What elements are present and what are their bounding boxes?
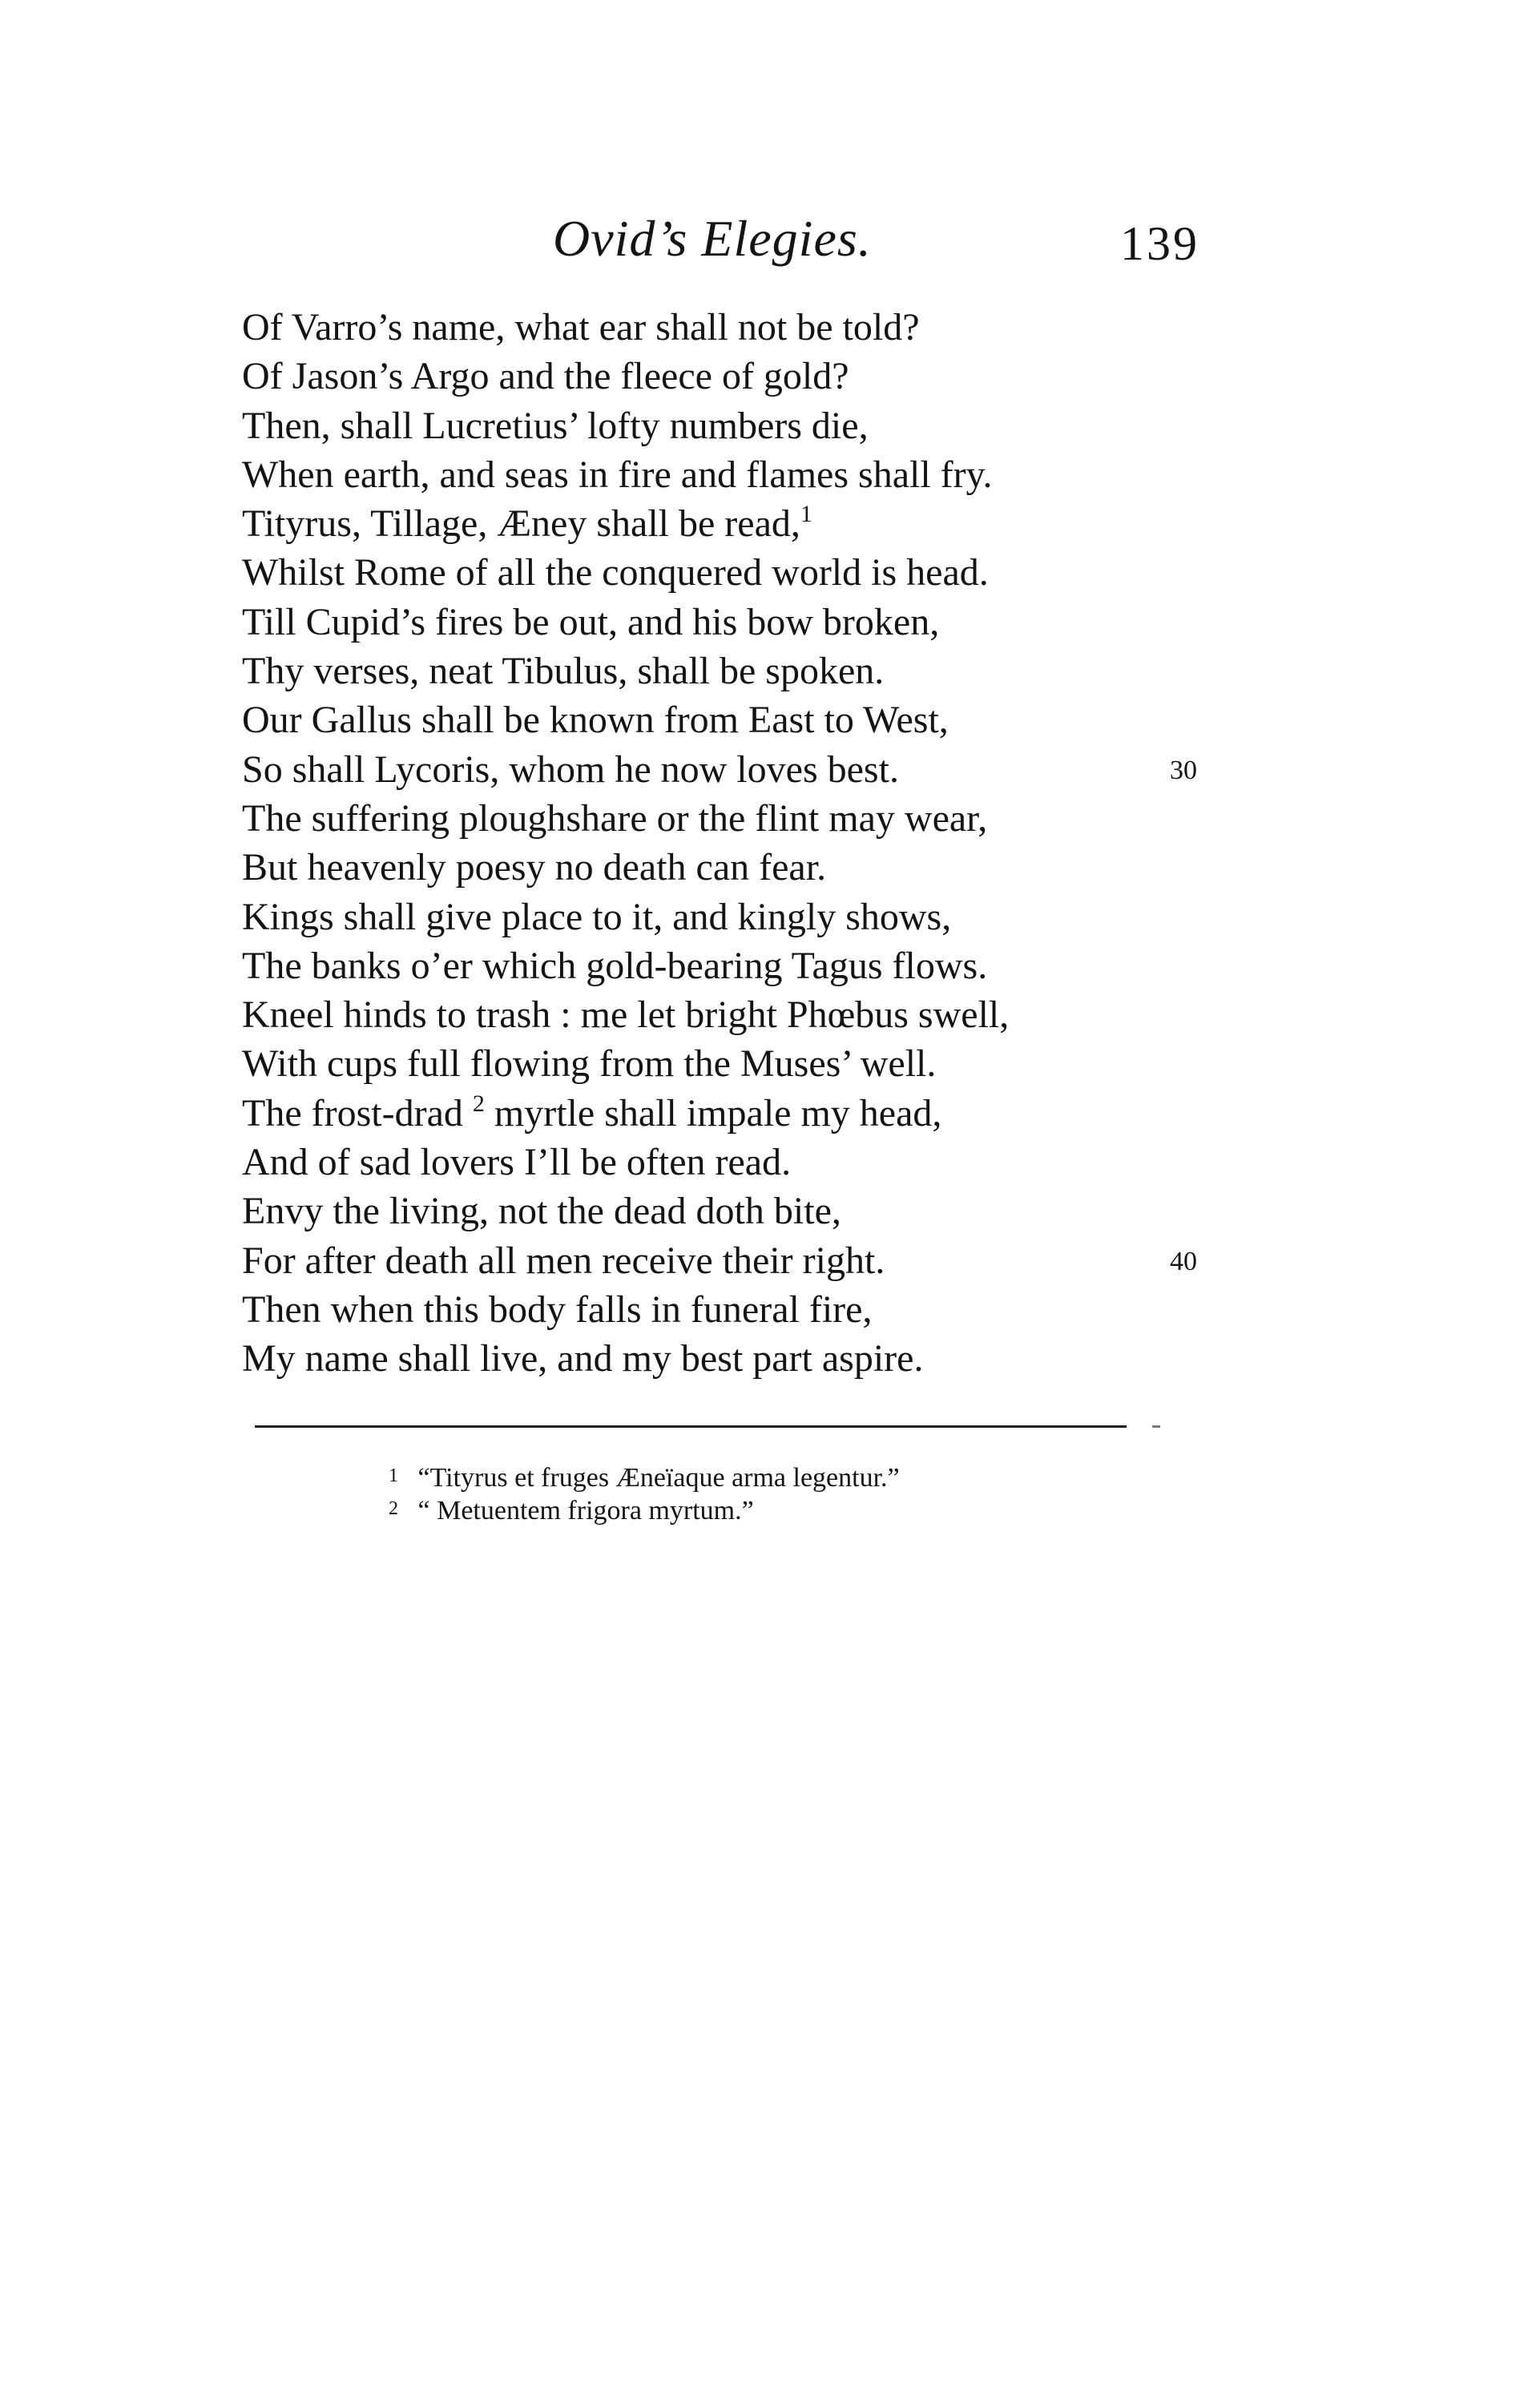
poem-line-text: Then, shall Lucretius’ lofty numbers die, xyxy=(242,404,869,447)
footnote-marker: 1 xyxy=(389,1465,398,1486)
footnote-divider-mark xyxy=(1152,1425,1160,1428)
poem-line-19 xyxy=(242,1187,1244,1235)
line-number: 30 xyxy=(1170,755,1197,785)
footnote-divider xyxy=(255,1425,1127,1428)
poem-line-text: Tityrus, Tillage, Æney shall be read, xyxy=(242,502,800,546)
poem-line-9 xyxy=(242,695,1244,744)
poem-line-text: The banks o’er which gold-bearing Tagus flows. xyxy=(242,944,988,987)
footnote-1 xyxy=(389,1460,1190,1493)
poem-line-text-after-note: myrtle shall impale my head, xyxy=(484,1091,942,1135)
poem-line-text: For after death all men receive their right. xyxy=(242,1239,885,1282)
poem-line-text: Till Cupid’s fires be out, and his bow broken, xyxy=(242,600,940,643)
poem-line-12 xyxy=(242,843,1244,892)
line-number: 40 xyxy=(1170,1246,1197,1276)
poem-line-4 xyxy=(242,450,1244,499)
poem-line-13 xyxy=(242,893,1244,941)
footnote-reference-1: 1 xyxy=(800,501,812,528)
poem-line-text: But heavenly poesy no death can fear. xyxy=(242,846,827,889)
poem-line-22 xyxy=(242,1334,1244,1383)
poem-line-16 xyxy=(242,1039,1244,1088)
poem-line-2 xyxy=(242,352,1244,401)
poem-line-1 xyxy=(242,303,1244,352)
poem-line-text: Whilst Rome of all the conquered world is head. xyxy=(242,551,989,594)
poem-line-text: So shall Lycoris, whom he now loves best. xyxy=(242,748,899,791)
footnote-marker: 2 xyxy=(389,1498,398,1519)
poem-line-text: And of sad lovers I’ll be often read. xyxy=(242,1141,792,1184)
poem-line-6 xyxy=(242,548,1244,597)
footnote-reference-2: 2 xyxy=(472,1090,485,1117)
poem-line-text-before-note: The frost-drad xyxy=(242,1091,473,1135)
poem-line-7 xyxy=(242,598,1244,647)
running-head xyxy=(0,207,1540,271)
poem-text xyxy=(242,303,1244,1384)
poem-line-text: Of Varro’s name, what ear shall not be told? xyxy=(242,306,920,349)
poem-line-5 xyxy=(242,499,1244,548)
footnotes xyxy=(389,1460,1190,1525)
footnote-text: “ Metuentem frigora myrtum.” xyxy=(417,1496,754,1525)
poem-line-11 xyxy=(242,794,1244,843)
poem-line-15 xyxy=(242,990,1244,1039)
poem-line-text: Of Jason’s Argo and the fleece of gold? xyxy=(242,355,849,398)
poem-line-text: My name shall live, and my best part aspire. xyxy=(242,1337,924,1380)
page-number: 139 xyxy=(1120,217,1199,270)
poem-line-20 xyxy=(242,1236,1244,1285)
poem-line-17 xyxy=(242,1089,1244,1138)
poem-line-text: When earth, and seas in fire and flames shall fry. xyxy=(242,453,993,496)
footnote-text: “Tityrus et fruges Æneïaque arma legentur.” xyxy=(417,1463,900,1493)
poem-line-3 xyxy=(242,401,1244,450)
footnote-2 xyxy=(389,1493,1190,1525)
poem-line-text: Kings shall give place to it, and kingly shows, xyxy=(242,895,952,938)
poem-line-14 xyxy=(242,941,1244,990)
poem-line-text: Then when this body falls in funeral fire, xyxy=(242,1288,873,1331)
poem-line-text: Kneel hinds to trash : me let bright Phœbus swell, xyxy=(242,993,1010,1037)
poem-line-18 xyxy=(242,1138,1244,1187)
poem-line-text: With cups full flowing from the Muses’ well. xyxy=(242,1042,937,1086)
poem-line-text: The suffering ploughshare or the flint may wear, xyxy=(242,796,988,840)
poem-line-8 xyxy=(242,647,1244,695)
poem-line-text: Envy the living, not the dead doth bite, xyxy=(242,1190,841,1233)
poem-line-text: Thy verses, neat Tibulus, shall be spoken. xyxy=(242,650,885,693)
poem-line-10 xyxy=(242,745,1244,794)
poem-line-21 xyxy=(242,1285,1244,1334)
poem-line-text: Our Gallus shall be known from East to West, xyxy=(242,699,949,742)
running-title: Ovid’s Elegies. xyxy=(553,210,872,267)
